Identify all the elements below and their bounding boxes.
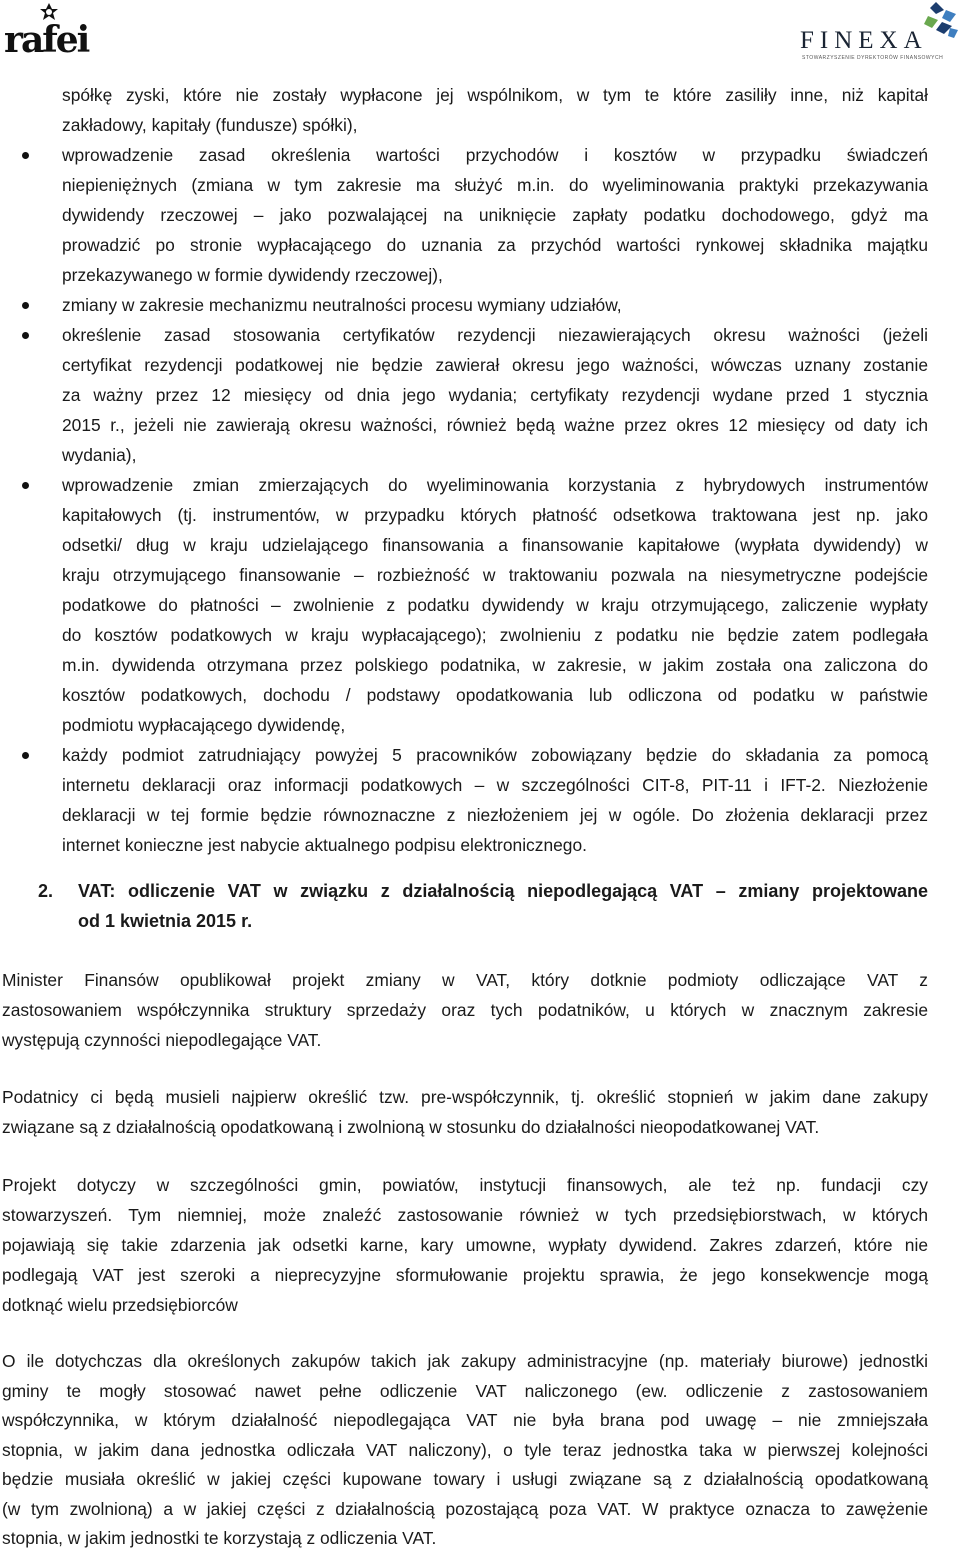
- finexa-logo: [800, 0, 960, 64]
- paragraph-line: stowarzyszeń. Tym niemniej, może znaleźć zastosowanie również w tych przedsiębiorstwach, w których: [2, 1205, 928, 1225]
- section-title-line: VAT: odliczenie VAT w związku z działalnością niepodlegającą VAT – zmiany projektowane: [78, 881, 928, 901]
- paragraph-line: (w tym zwolnioną) a w jakiej części z działalnością pozostającą poza VAT. W praktyce oznacza to zawężenie: [2, 1498, 928, 1519]
- list-item-line: kosztów podatkowych, dochodu / podstawy opodatkowania lub odliczona od podatku w państwie: [62, 685, 928, 705]
- paragraph-line: zastosowaniem współczynnika struktury sprzedaży oraz tych podatników, u których w znacznym zakresie: [2, 1000, 928, 1020]
- page-header: [0, 0, 960, 64]
- paragraph-line: stopnia, w jakim jednostki te korzystają z odliczenia VAT.: [2, 1528, 437, 1548]
- list-item-line: internetu deklaracji oraz informacji podatkowych – w szczególności CIT-8, PIT-11 i IFT-2. Niezłożenie: [62, 775, 928, 795]
- paragraph-line: dotknąć wielu przedsiębiorców: [2, 1295, 238, 1315]
- list-continuation-line: zakładowy, kapitały (fundusze) spółki),: [62, 115, 358, 135]
- list-item-line: wprowadzenie zasad określenia wartości przychodów i kosztów w przypadku świadczeń: [62, 145, 928, 165]
- bullet-3: [22, 332, 29, 339]
- list-item-line: 2015 r., jeżeli nie zawierają okresu ważności, również będą ważne przez okres 12 miesięcy od daty ich: [62, 415, 928, 435]
- list-item-line: podatkowe do płatności – zwolnienie z podatku dywidendy w kraju otrzymującego, zaliczenie wypłaty: [62, 595, 928, 615]
- list-continuation-line: spółkę zyski, które nie zostały wypłacone jej wspólnikom, w tym te które zasiliły inne, niż kapitał: [62, 85, 928, 105]
- paragraph-line: będzie musiała określić w jakiej części kupowane towary i usługi związane są z działalnością opodatkowaną: [2, 1469, 928, 1489]
- list-item-line: internet konieczne jest nabycie aktualnego podpisu elektronicznego.: [62, 835, 587, 855]
- paragraph-line: Podatnicy ci będą musieli najpierw określić tzw. pre-współczynnik, tj. określić stopnień w jakim dane zakupy: [2, 1087, 928, 1107]
- list-item-line: kraju otrzymującego finansowanie – rozbieżność w traktowaniu pozwala na niesymetryczne podejście: [62, 565, 928, 585]
- paragraph-line: współczynnika, w którym działalność niepodlegająca VAT nie była brana pod uwagę – nie zmniejszała: [2, 1410, 928, 1430]
- list-item-line: do kosztów podatkowych w kraju wypłacającego); zwolnieniu z podatku nie będzie zatem podlegała: [62, 625, 928, 645]
- list-item-line: wydania),: [62, 445, 137, 465]
- finexa-wordmark: FINEXA: [800, 27, 928, 54]
- list-item-line: określenie zasad stosowania certyfikatów rezydencji niezawierających okresu ważności (jeżeli: [62, 325, 928, 345]
- paragraph-line: Minister Finansów opublikował projekt zmiany w VAT, który dotknie podmioty odliczające VAT z: [2, 970, 928, 990]
- list-item-line: każdy podmiot zatrudniający powyżej 5 pracowników zobowiązany będzie do składania za pomocą: [62, 745, 928, 765]
- section-title-line: od 1 kwietnia 2015 r.: [78, 911, 253, 931]
- list-item-line: kapitałowych (tj. instrumentów, w przypadku których płatność odsetkowa traktowana jest np. jako: [62, 505, 928, 525]
- list-item-line: deklaracji w tej formie będzie równoznaczne z niezłożeniem jej w ogóle. Do złożenia deklaracji przez: [62, 805, 928, 825]
- list-item-line: dywidendy rzeczowej – jako pozwalającej na uniknięcie zapłaty podatku dochodowego, gdyż ma: [62, 205, 928, 225]
- bullet-2: [22, 302, 29, 309]
- list-item-line: wprowadzenie zmian zmierzających do wyeliminowania korzystania z hybrydowych instrumentów: [62, 475, 928, 495]
- list-item-line: niepieniężnych (zmiana w tym zakresie ma służyć m.in. do wyeliminowania praktyki przekazywania: [62, 175, 928, 195]
- list-item-line: odsetki/ dług w kraju udzielającego finansowania a finansowanie kapitałowe (wypłata dywidendy) w: [62, 535, 928, 555]
- bullet-5: [22, 752, 29, 759]
- paragraph-line: podlegają VAT jest szeroki a nieprecyzyjne sformułowanie projektu sprawia, że jego konsekwencje mogą: [2, 1265, 928, 1285]
- paragraph-line: Projekt dotyczy w szczególności gmin, powiatów, instytucji finansowych, ale też np. fundacji czy: [2, 1175, 928, 1195]
- paragraph-line: występują czynności niepodlegające VAT.: [2, 1030, 322, 1050]
- rafei-logo: [4, 2, 96, 60]
- list-item-line: prowadzić po stronie wypłacającego do uznania za przychód wartości rynkowej składnika majątku: [62, 235, 928, 255]
- paragraph-line: O ile dotychczas dla określonych zakupów takich jak zakupy administracyjne (np. materiały biurowe) jednostki: [2, 1351, 928, 1371]
- list-item-line: m.in. dywidenda otrzymana przez polskiego podatnika, w zakresie, w jakim została ona zaliczona do: [62, 655, 928, 675]
- paragraph-line: pojawiają się takie zdarzenia jak odsetki karne, kary umowne, wypłaty dywidend. Zakres zdarzeń, które nie: [2, 1235, 928, 1255]
- finexa-tagline: STOWARZYSZENIE DYREKTORÓW FINANSOWYCH: [802, 55, 944, 61]
- list-item-line: certyfikat rezydencji podatkowej nie będzie zawierał okresu jego ważności, wówczas uznany zostanie: [62, 355, 928, 375]
- paragraph-line: związane są z działalnością opodatkowaną i zwolnioną w stosunku do działalności nieopodatkowanej VAT.: [2, 1117, 820, 1137]
- list-item-line: przekazywanego w formie dywidendy rzeczowej),: [62, 265, 443, 285]
- list-item-line: podmiotu wypłacającego dywidendę,: [62, 715, 346, 735]
- paragraph-line: gminy te mogły stosować nawet pełne odliczenie VAT naliczonego (ew. odliczenie z zastosowaniem: [2, 1380, 928, 1401]
- list-item-line: za ważny przez 12 miesięcy od dnia jego wydania; certyfikaty rezydencji wydane przed 1 stycznia: [62, 385, 928, 405]
- section-number: 2.: [38, 881, 54, 901]
- bullet-1: [22, 152, 29, 159]
- paragraph-line: stopnia, w jakim dana jednostka odliczała VAT naliczony), o tyle teraz jednostka taka w pierwszej kolejności: [2, 1439, 928, 1460]
- list-item-line: zmiany w zakresie mechanizmu neutralności procesu wymiany udziałów,: [62, 295, 622, 315]
- rafei-wordmark: rafei: [4, 19, 89, 61]
- bullet-4: [22, 482, 29, 489]
